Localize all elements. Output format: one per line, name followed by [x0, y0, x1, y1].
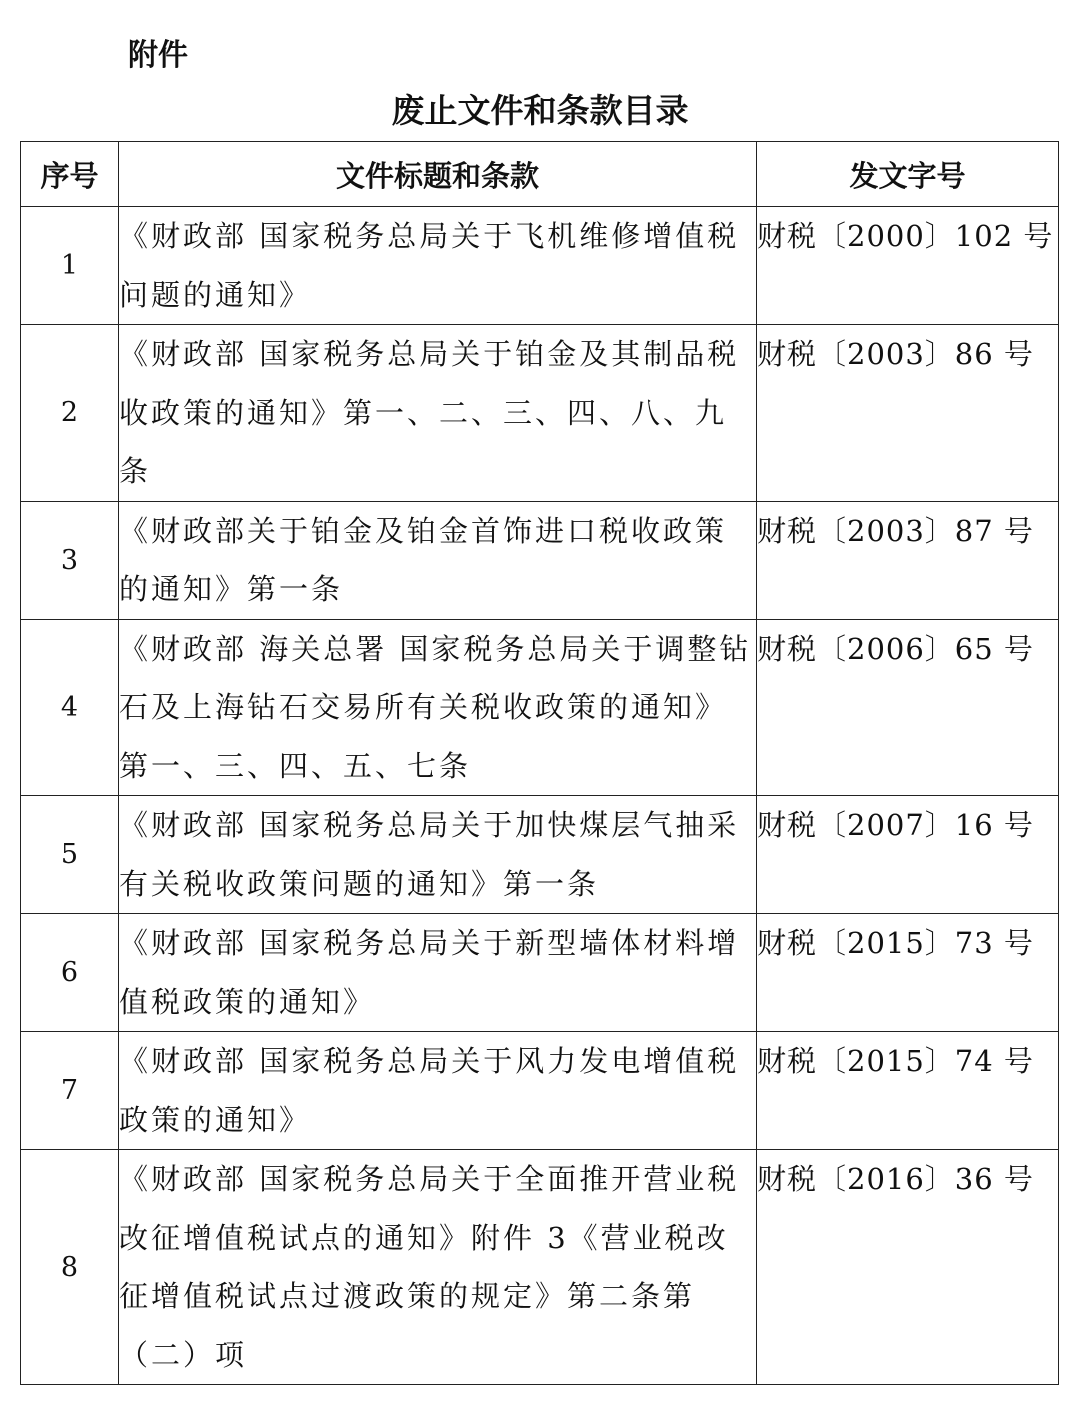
column-header-code: 发文字号	[757, 142, 1059, 207]
row-title: 《财政部 国家税务总局关于铂金及其制品税收政策的通知》第一、二、三、四、八、九条	[119, 325, 757, 502]
row-title: 《财政部 海关总署 国家税务总局关于调整钻石及上海钻石交易所有关税收政策的通知》第一、三、四、五、七条	[119, 619, 757, 796]
row-number: 4	[21, 619, 119, 796]
row-title: 《财政部 国家税务总局关于飞机维修增值税问题的通知》	[119, 207, 757, 325]
attachment-label: 附件	[128, 38, 188, 73]
row-number: 2	[21, 325, 119, 502]
row-code: 财税〔2006〕65 号	[757, 619, 1059, 796]
column-header-no: 序号	[21, 142, 119, 207]
row-number: 5	[21, 796, 119, 914]
row-title: 《财政部 国家税务总局关于加快煤层气抽采有关税收政策问题的通知》第一条	[119, 796, 757, 914]
table-header-row	[21, 142, 1059, 207]
table-row	[21, 501, 1059, 619]
row-number: 1	[21, 207, 119, 325]
table-row	[21, 796, 1059, 914]
row-number: 7	[21, 1032, 119, 1150]
row-code: 财税〔2007〕16 号	[757, 796, 1059, 914]
table-row	[21, 914, 1059, 1032]
row-code: 财税〔2003〕86 号	[757, 325, 1059, 502]
row-title: 《财政部 国家税务总局关于新型墙体材料增值税政策的通知》	[119, 914, 757, 1032]
row-title: 《财政部 国家税务总局关于风力发电增值税政策的通知》	[119, 1032, 757, 1150]
row-code: 财税〔2000〕102 号	[757, 207, 1059, 325]
row-code: 财税〔2015〕74 号	[757, 1032, 1059, 1150]
row-number: 8	[21, 1150, 119, 1385]
abolished-documents-table	[20, 141, 1059, 1385]
table-row	[21, 207, 1059, 325]
table-row	[21, 1150, 1059, 1385]
row-title: 《财政部关于铂金及铂金首饰进口税收政策的通知》第一条	[119, 501, 757, 619]
table-row	[21, 1032, 1059, 1150]
row-code: 财税〔2016〕36 号	[757, 1150, 1059, 1385]
row-code: 财税〔2015〕73 号	[757, 914, 1059, 1032]
row-number: 6	[21, 914, 119, 1032]
row-number: 3	[21, 501, 119, 619]
table-row	[21, 325, 1059, 502]
row-title: 《财政部 国家税务总局关于全面推开营业税改征增值税试点的通知》附件 3《营业税改征增值税试点过渡政策的规定》第二条第（二）项	[119, 1150, 757, 1385]
page-title: 废止文件和条款目录	[391, 91, 689, 130]
table-row	[21, 619, 1059, 796]
row-code: 财税〔2003〕87 号	[757, 501, 1059, 619]
column-header-title: 文件标题和条款	[119, 142, 757, 207]
